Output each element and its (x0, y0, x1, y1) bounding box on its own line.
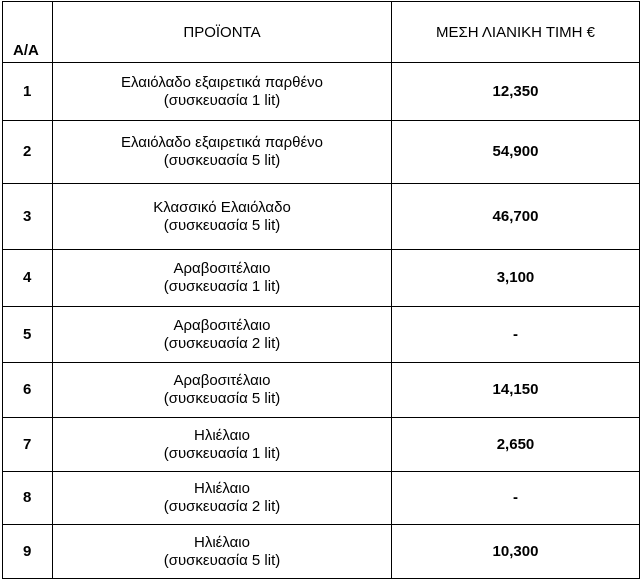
table-row (3, 363, 640, 418)
product-name: Αραβοσιτέλαιο (173, 372, 271, 389)
header-aa: Α/Α (3, 2, 53, 63)
row-number: 4 (3, 250, 53, 307)
table-row (3, 307, 640, 363)
product-cell (53, 363, 392, 418)
price-cell: 54,900 (392, 121, 640, 184)
product-name: Ηλιέλαιο (194, 533, 250, 551)
product-name: Ελαιόλαδο εξαιρετικά παρθένο (121, 134, 323, 151)
row-number: 3 (3, 184, 53, 250)
product-cell (53, 525, 392, 579)
product-name: Αραβοσιτέλαιο (173, 316, 271, 334)
product-cell (53, 307, 392, 363)
table-row (3, 121, 640, 184)
price-cell: - (392, 472, 640, 525)
product-cell (53, 63, 392, 121)
product-pack: (συσκευασία 1 lit) (163, 444, 281, 462)
product-pack: (συσκευασία 5 lit) (163, 390, 281, 407)
product-cell (53, 472, 392, 525)
price-cell: 2,650 (392, 418, 640, 472)
product-name: Αραβοσιτέλαιο (173, 260, 271, 277)
product-name: Ελαιόλαδο εξαιρετικά παρθένο (121, 73, 323, 91)
product-pack: (συσκευασία 2 lit) (163, 498, 281, 515)
table-row (3, 184, 640, 250)
product-pack: (συσκευασία 5 lit) (163, 216, 281, 234)
row-number: 6 (3, 363, 53, 418)
product-name: Ηλιέλαιο (194, 480, 250, 497)
price-cell: 14,150 (392, 363, 640, 418)
product-pack: (συσκευασία 1 lit) (163, 91, 281, 109)
table-row (3, 63, 640, 121)
product-cell (53, 121, 392, 184)
product-pack: (συσκευασία 5 lit) (163, 551, 281, 569)
header-product: ΠΡΟΪΟΝΤΑ (53, 2, 392, 63)
product-pack: (συσκευασία 1 lit) (163, 278, 281, 295)
row-number: 5 (3, 307, 53, 363)
row-number: 2 (3, 121, 53, 184)
header-price: ΜΕΣΗ ΛΙΑΝΙΚΗ ΤΙΜΗ € (392, 2, 640, 63)
price-cell: - (392, 307, 640, 363)
table-row (3, 525, 640, 579)
table-header-row (3, 2, 640, 63)
row-number: 1 (3, 63, 53, 121)
price-cell: 12,350 (392, 63, 640, 121)
table-row (3, 472, 640, 525)
price-cell: 46,700 (392, 184, 640, 250)
row-number: 7 (3, 418, 53, 472)
product-pack: (συσκευασία 2 lit) (163, 334, 281, 352)
price-cell: 10,300 (392, 525, 640, 579)
table-row (3, 250, 640, 307)
table-row (3, 418, 640, 472)
row-number: 9 (3, 525, 53, 579)
price-table (2, 1, 640, 579)
product-pack: (συσκευασία 5 lit) (163, 152, 281, 169)
product-name: Κλασσικό Ελαιόλαδο (153, 198, 291, 216)
product-cell (53, 184, 392, 250)
product-cell (53, 418, 392, 472)
row-number: 8 (3, 472, 53, 525)
price-cell: 3,100 (392, 250, 640, 307)
product-cell (53, 250, 392, 307)
product-name: Ηλιέλαιο (194, 426, 250, 444)
